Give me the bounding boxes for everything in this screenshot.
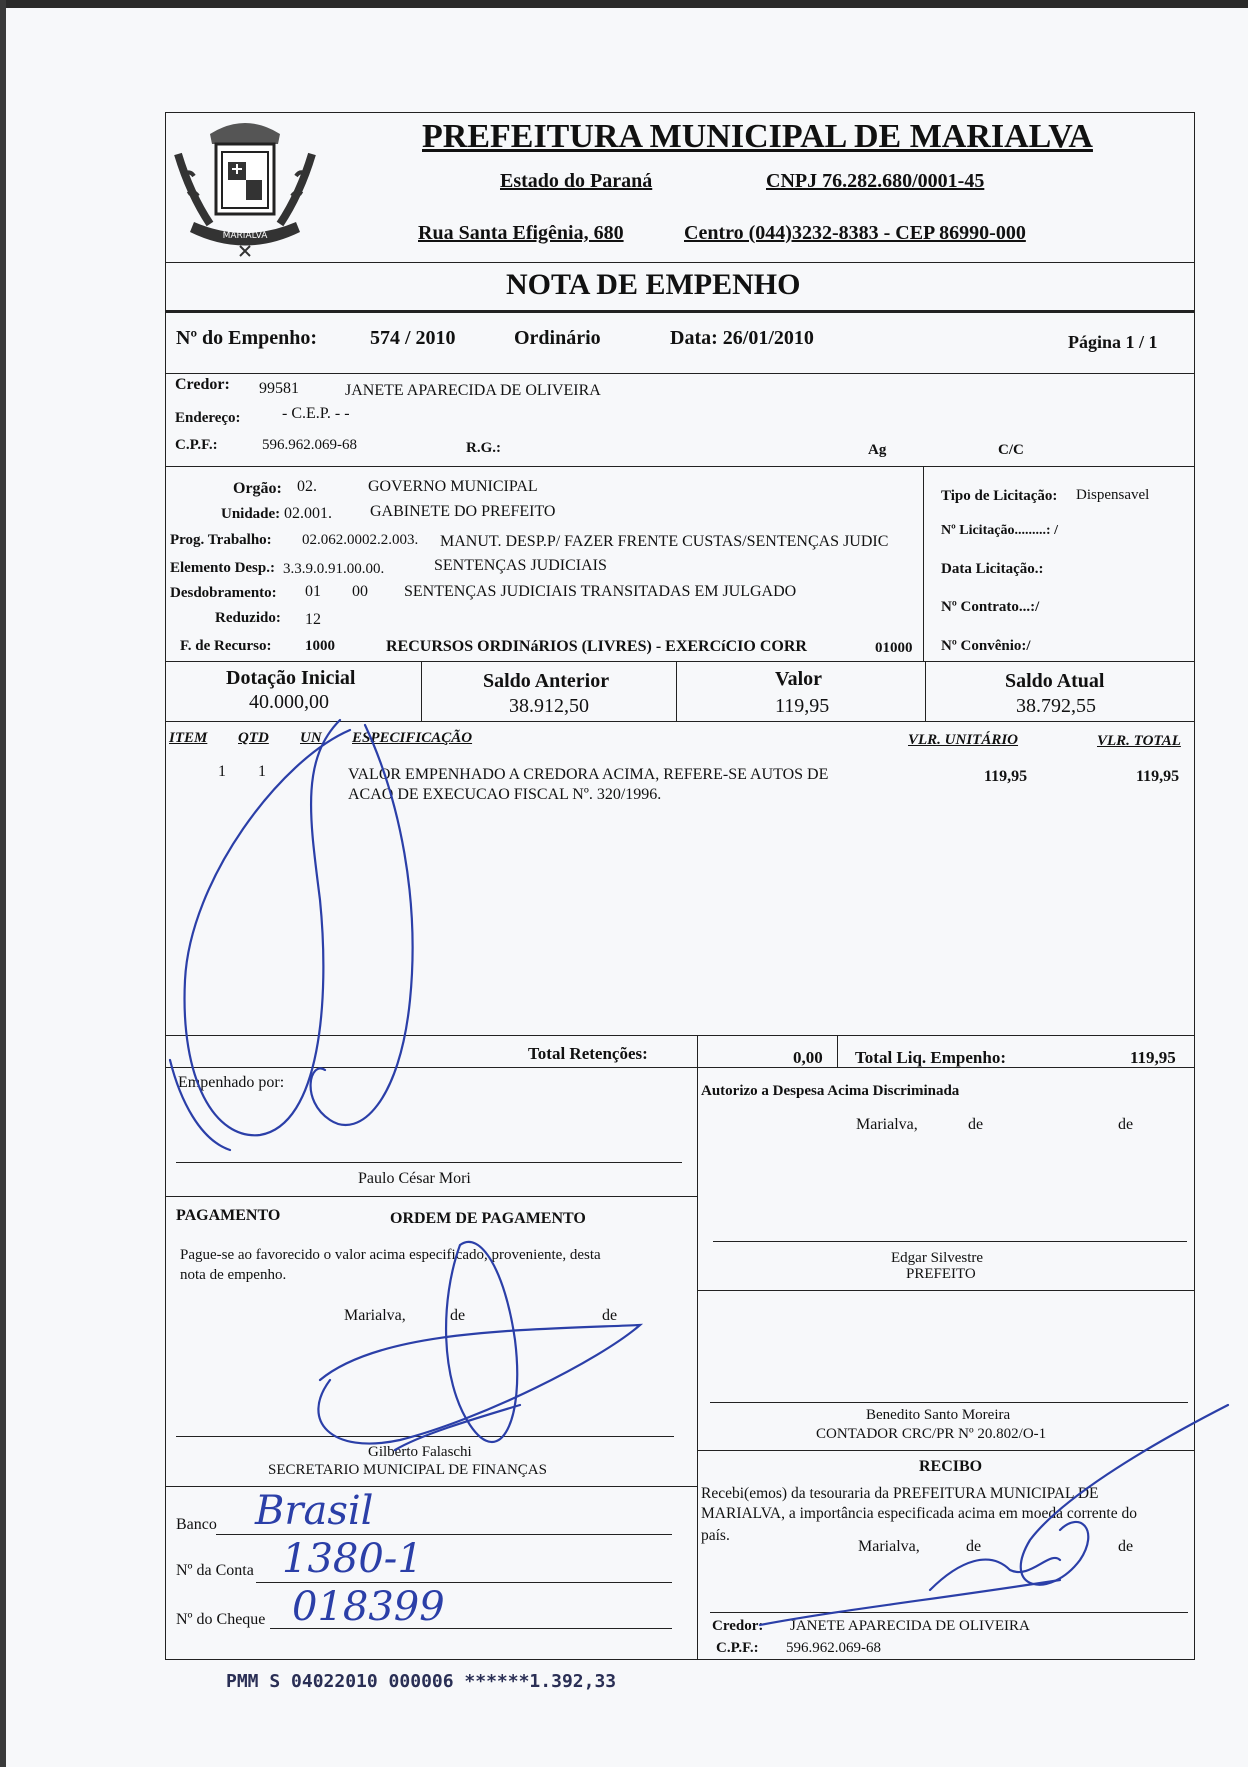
total-liquido-value: 119,95 (1130, 1048, 1176, 1067)
retencoes-label: Total Retenções: (528, 1044, 648, 1063)
elemento-name: SENTENÇAS JUDICIAIS (434, 557, 607, 574)
item-unit-value: 119,95 (984, 768, 1028, 785)
autorizo-label: Autorizo a Despesa Acima Discriminada (701, 1083, 960, 1099)
address-field-label: Endereço: (175, 410, 241, 426)
dotacao-value: 40.000,00 (249, 691, 329, 713)
address-field-value: - C.E.P. - - (282, 405, 350, 422)
pagamento-de-2: de (602, 1307, 618, 1324)
saldo-atual-label: Saldo Atual (1005, 670, 1105, 692)
empenho-number: 574 / 2010 (370, 327, 456, 349)
document-title: NOTA DE EMPENHO (506, 268, 801, 301)
pagamento-text-line-1: Pague-se ao favorecido o valor acima especificado, proveniente, desta (180, 1247, 601, 1263)
cpf-label: C.P.F.: (175, 437, 218, 453)
prog-name: MANUT. DESP.P/ FAZER FRENTE CUSTAS/SENTENÇAS JUDIC (440, 533, 889, 550)
reduzido-label: Reduzido: (215, 610, 281, 626)
signature-line (176, 1162, 682, 1163)
signature-line (710, 1402, 1188, 1403)
payment-stamp: PMM S 04022010 000006 ******1.392,33 (226, 1671, 617, 1692)
licitacao-tipo-value: Dispensavel (1076, 487, 1150, 503)
contador-signer: Benedito Santo Moreira (866, 1407, 1011, 1423)
empenho-date: Data: 26/01/2010 (670, 327, 814, 349)
signature-line (176, 1436, 674, 1437)
coat-of-arms-logo (170, 114, 320, 262)
banco-label: Banco (176, 1516, 217, 1533)
item-total-value: 119,95 (1136, 768, 1180, 785)
divider (697, 1290, 1195, 1291)
cc-label: C/C (998, 442, 1024, 458)
credor-name: JANETE APARECIDA DE OLIVEIRA (345, 382, 601, 399)
recurso-name: RECURSOS ORDINáRIOS (LIVRES) - EXERCíCIO CORR (386, 638, 807, 655)
unidade-label: Unidade: (221, 506, 281, 522)
recurso-code-2: 01000 (875, 640, 913, 656)
recibo-label: RECIBO (919, 1458, 983, 1475)
desdob-a: 01 (305, 583, 321, 600)
divider (165, 1196, 697, 1197)
banco-field-line (216, 1534, 672, 1535)
divider (165, 466, 1195, 467)
banco-value: Brasil (255, 1488, 374, 1534)
conta-value: 1380-1 (282, 1536, 423, 1582)
orgao-label: Orgão: (233, 480, 282, 497)
unidade-name: GABINETE DO PREFEITO (370, 503, 556, 520)
cheque-label: Nº do Cheque (176, 1611, 266, 1628)
licitacao-contrato: Nº Contrato...:/ (941, 599, 1040, 615)
pagamento-signer: Gilberto Falaschi (368, 1444, 472, 1460)
divider (837, 1035, 838, 1067)
col-total-header: VLR. TOTAL (1097, 733, 1181, 749)
pagamento-label: PAGAMENTO (176, 1207, 281, 1224)
cheque-value: 018399 (292, 1584, 445, 1630)
address-label: Rua Santa Efigênia, 680 (418, 222, 624, 244)
page-number: Página 1 / 1 (1068, 332, 1158, 352)
licitacao-numero: Nº Licitação.........: / (941, 523, 1058, 538)
divider (697, 1450, 1195, 1451)
recibo-credor-name: JANETE APARECIDA DE OLIVEIRA (790, 1618, 1030, 1634)
rg-label: R.G.: (466, 440, 501, 456)
cnpj-label: CNPJ 76.282.680/0001-45 (766, 170, 985, 192)
credor-code: 99581 (259, 380, 299, 397)
contador-role: CONTADOR CRC/PR Nº 20.802/O-1 (816, 1426, 1047, 1442)
autorizo-signer: Edgar Silvestre (891, 1250, 984, 1266)
empenhado-label: Empenhado por: (178, 1074, 285, 1091)
elemento-label: Elemento Desp.: (170, 560, 275, 576)
contact-label: Centro (044)3232-8383 - CEP 86990-000 (684, 222, 1026, 244)
conta-field-line (256, 1582, 672, 1583)
scan-edge-left (0, 0, 6, 1767)
col-unit-header: VLR. UNITÁRIO (908, 732, 1019, 748)
recurso-label: F. de Recurso: (180, 638, 272, 654)
autorizo-role: PREFEITO (906, 1266, 976, 1282)
recibo-credor-label: Credor: (712, 1618, 764, 1634)
pagamento-role: SECRETARIO MUNICIPAL DE FINANÇAS (268, 1462, 547, 1478)
conta-label: Nº da Conta (176, 1562, 254, 1579)
divider (165, 262, 1195, 263)
licitacao-convenio: Nº Convênio:/ (941, 638, 1031, 654)
autorizo-de-1: de (968, 1116, 984, 1133)
divider (421, 661, 422, 721)
valor-value: 119,95 (775, 695, 830, 717)
ag-label: Ag (868, 442, 887, 458)
item-spec-line-1: VALOR EMPENHADO A CREDORA ACIMA, REFERE-SE AUTOS DE (348, 766, 829, 783)
elemento-code: 3.3.9.0.91.00.00. (283, 561, 385, 577)
licitacao-data: Data Licitação.: (941, 561, 1044, 577)
divider (165, 1486, 697, 1487)
valor-label: Valor (775, 668, 823, 690)
item-number: 1 (218, 763, 226, 780)
divider (165, 721, 1195, 722)
retencoes-value: 0,00 (793, 1048, 823, 1067)
divider (165, 1067, 1195, 1068)
credor-label: Credor: (175, 376, 230, 393)
recibo-de-1: de (966, 1538, 982, 1555)
unidade-code: 02.001. (284, 505, 332, 522)
col-spec-header: ESPECIFICAÇÃO (352, 730, 473, 746)
signature-line (713, 1241, 1187, 1242)
recibo-text-line-3: país. (701, 1527, 730, 1544)
divider (697, 1067, 698, 1660)
divider (165, 661, 1195, 662)
prog-code: 02.062.0002.2.003. (302, 532, 419, 548)
autorizo-de-2: de (1118, 1116, 1134, 1133)
divider (925, 661, 926, 721)
col-item-header: ITEM (169, 730, 208, 746)
svg-text:MARIALVA: MARIALVA (222, 231, 268, 241)
signature-line (710, 1612, 1188, 1613)
scan-edge-top (0, 0, 1248, 8)
municipality-title: PREFEITURA MUNICIPAL DE MARIALVA (422, 118, 1093, 155)
recibo-text-line-1: Recebi(emos) da tesouraria da PREFEITURA MUNICIPAL DE (701, 1485, 1099, 1502)
recibo-cpf-label: C.P.F.: (716, 1640, 759, 1656)
desdob-b: 00 (352, 583, 368, 600)
dotacao-label: Dotação Inicial (226, 667, 356, 689)
empenho-number-label: Nº do Empenho: (176, 327, 318, 349)
divider (697, 1035, 698, 1067)
item-qtd: 1 (258, 763, 266, 780)
saldo-atual-value: 38.792,55 (1016, 695, 1096, 717)
recibo-de-2: de (1118, 1538, 1134, 1555)
desdob-label: Desdobramento: (170, 585, 277, 601)
divider (676, 661, 677, 721)
pagamento-de-1: de (450, 1307, 466, 1324)
licitacao-tipo-label: Tipo de Licitação: (941, 488, 1058, 504)
reduzido-value: 12 (305, 611, 321, 628)
empenhado-signer: Paulo César Mori (358, 1170, 471, 1187)
autorizo-place: Marialva, (856, 1116, 918, 1133)
state-label: Estado do Paraná (500, 170, 653, 192)
prog-label: Prog. Trabalho: (170, 532, 272, 548)
divider (165, 310, 1195, 313)
total-liquido-label: Total Liq. Empenho: (855, 1048, 1006, 1067)
ordem-pagamento-label: ORDEM DE PAGAMENTO (390, 1210, 586, 1227)
saldo-anterior-label: Saldo Anterior (483, 670, 610, 692)
saldo-anterior-value: 38.912,50 (509, 695, 589, 717)
pagamento-text-line-2: nota de empenho. (180, 1267, 287, 1283)
recibo-cpf-value: 596.962.069-68 (786, 1640, 881, 1656)
col-un-header: UN (300, 730, 322, 746)
item-spec-line-2: ACAO DE EXECUCAO FISCAL Nº. 320/1996. (348, 786, 662, 803)
divider (165, 1035, 1195, 1036)
pagamento-place: Marialva, (344, 1307, 406, 1324)
recurso-code: 1000 (305, 638, 335, 654)
cpf-value: 596.962.069-68 (262, 437, 357, 453)
orgao-name: GOVERNO MUNICIPAL (368, 478, 538, 495)
divider (923, 466, 924, 661)
desdob-name: SENTENÇAS JUDICIAIS TRANSITADAS EM JULGADO (404, 583, 797, 600)
empenho-type: Ordinário (514, 327, 601, 349)
divider (165, 373, 1195, 374)
orgao-code: 02. (297, 478, 317, 495)
col-qtd-header: QTD (238, 730, 269, 746)
recibo-text-line-2: MARIALVA, a importância especificada acima em moeda corrente do (701, 1505, 1137, 1522)
recibo-place: Marialva, (858, 1538, 920, 1555)
